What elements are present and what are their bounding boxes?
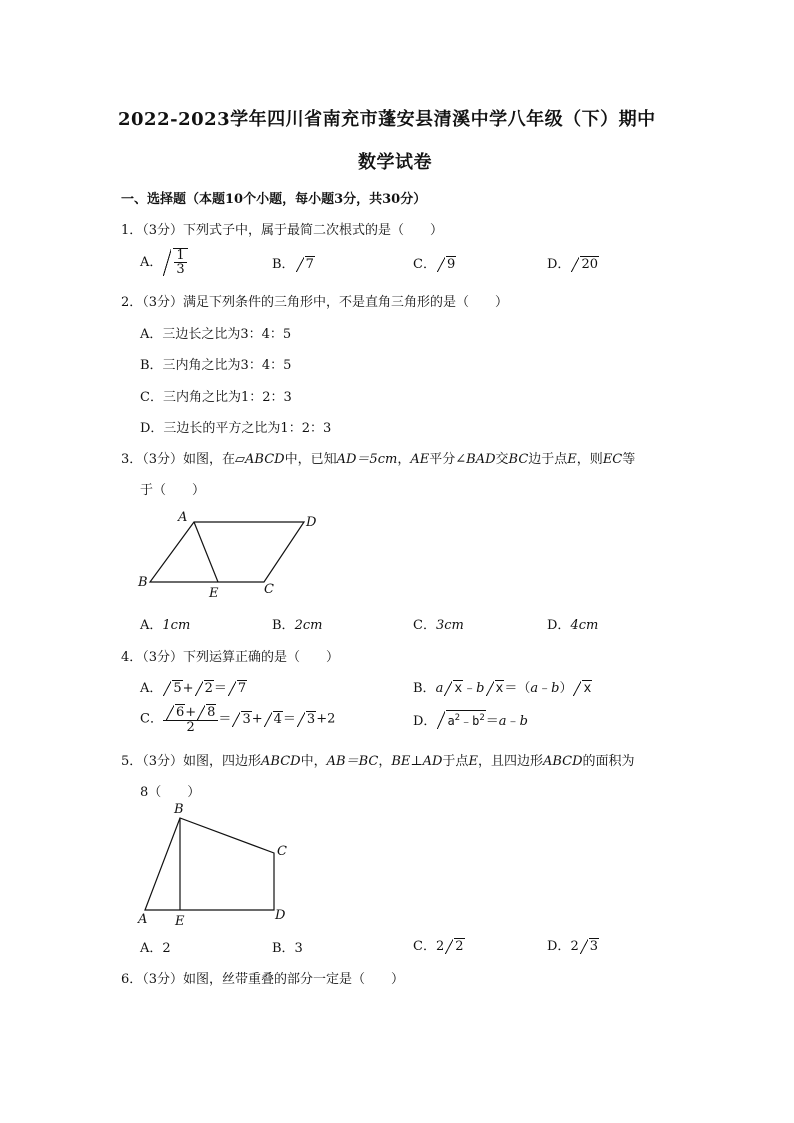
- page-title-line1: 2022-2023学年四川省南充市蓬安县清溪中学八年级（下）期中: [118, 109, 656, 130]
- question-1-stem: 1．（3分）下列式子中，属于最简二次根式的是（ ）: [121, 223, 444, 238]
- quadrilateral-abcd: [145, 818, 274, 910]
- question-3-option-b: B．2cm: [272, 618, 323, 633]
- segment-ae: [194, 522, 218, 582]
- question-6-stem: 6．（3分）如图，丝带重叠的部分一定是（ ）: [121, 972, 405, 987]
- question-4-option-a: A． 5+ 2＝ 7: [140, 681, 247, 696]
- question-4-stem: 4．（3分）下列运算正确的是（ ）: [121, 650, 340, 665]
- question-3-option-d: D．4cm: [547, 618, 599, 633]
- vertex-label-c: C: [264, 582, 274, 597]
- question-4-option-b: B．a x﹣b x＝（a﹣b） x: [413, 681, 592, 696]
- question-4-option-c: C． $\frac{6+ 8}{2}$ ＝ 3+ 4＝ 3+2: [140, 705, 336, 735]
- question-2-option-a: A．三边长之比为3：4：5: [140, 327, 292, 342]
- question-2-option-b: B．三内角之比为3：4：5: [140, 358, 292, 373]
- question-3-stem-line2: 于（ ）: [140, 483, 206, 498]
- vertex-label-a: A: [138, 912, 148, 927]
- question-1-option-a: A． $\frac{1}{3}$: [140, 248, 188, 276]
- question-4-option-d: D． $a^2﹣b^2=a﹣b$: [413, 710, 528, 729]
- question-5-stem-line2: 8（ ）: [140, 785, 201, 800]
- vertex-label-a: A: [178, 510, 188, 525]
- question-5-option-c: C．2 2: [413, 939, 464, 954]
- page-title-line2: 数学试卷: [358, 152, 432, 173]
- question-5-option-a: A．2: [140, 941, 171, 956]
- parallelogram-abcd: [150, 522, 304, 582]
- question-3-option-a: A．1cm: [140, 618, 191, 633]
- vertex-label-d: D: [275, 908, 286, 923]
- question-5-option-b: B．3: [272, 941, 303, 956]
- vertex-label-e: E: [175, 914, 185, 929]
- question-3-option-c: C．3cm: [413, 618, 464, 633]
- vertex-label-c: C: [277, 844, 287, 859]
- question-2-option-d: D．三边长的平方之比为1：2：3: [140, 421, 332, 436]
- question-2-option-c: C．三内角之比为1：2：3: [140, 390, 292, 405]
- vertex-label-d: D: [306, 515, 317, 530]
- vertex-label-b: B: [174, 802, 184, 817]
- vertex-label-b: B: [138, 575, 148, 590]
- question-5-quadrilateral-figure: [130, 798, 300, 933]
- vertex-label-e: E: [209, 586, 219, 601]
- question-1-option-c: C． 9: [413, 257, 456, 272]
- question-3-parallelogram-figure: [130, 505, 340, 605]
- question-2-stem: 2．（3分）满足下列条件的三角形中，不是直角三角形的是（ ）: [121, 295, 509, 310]
- question-5-option-d: D．2 3: [547, 939, 598, 954]
- question-5-stem: 5．（3分）如图，四边形ABCD中，AB＝BC，BE⊥AD于点E，且四边形ABCD的面积为: [121, 754, 635, 769]
- section-heading: 一、选择题（本题10个小题，每小题3分，共30分）: [121, 192, 427, 207]
- question-3-stem: 3．（3分）如图，在▱ABCD中，已知AD＝5cm，AE平分∠BAD交BC边于点E，则EC等: [121, 452, 636, 467]
- question-1-option-b: B． 7: [272, 257, 314, 272]
- question-1-option-d: D． 20: [547, 257, 598, 272]
